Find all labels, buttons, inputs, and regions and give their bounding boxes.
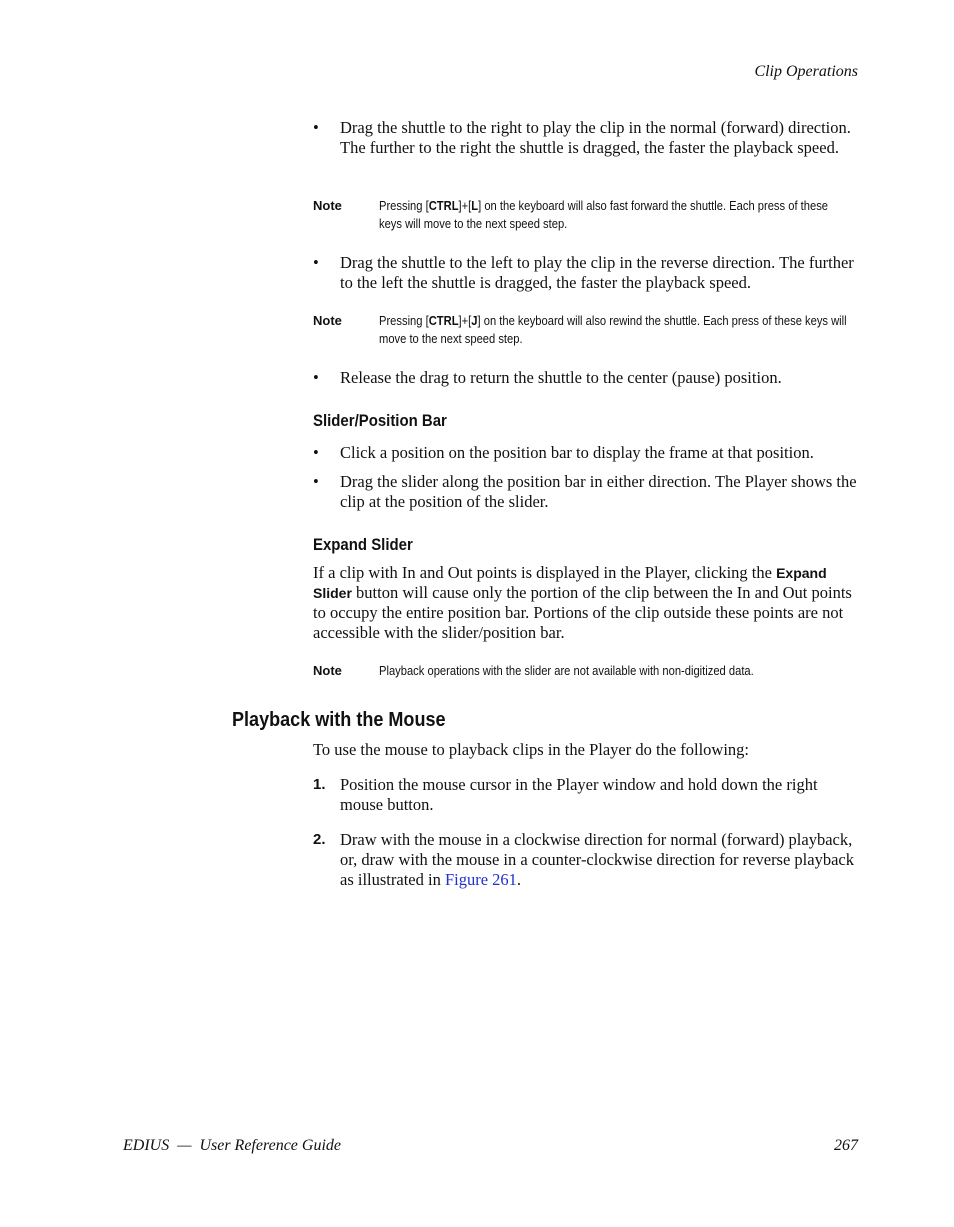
list-item-text: Drag the shuttle to the right to play the clip in the normal (forward) direction. The further to the right the shuttle is dragged, the faster the playback speed. [340,118,851,157]
list-item [313,253,861,293]
step-number: 1. [313,776,326,793]
bullet-glyph: • [313,253,319,272]
step-text-part: . [516,870,522,889]
note-text-part: ] on the keyboard will also fast forward the shuttle. Each press of these keys will move to the next speed step. [379,198,829,231]
list-item-text: Drag the slider along the position bar in either direction. The Player shows the clip at the position of the slider. [340,472,857,511]
note-text-part: Pressing [ [379,198,429,213]
note-text-part: Pressing [ [379,313,429,328]
numbered-step [313,830,861,890]
bullet-glyph: • [313,443,319,462]
key-name: CTRL [428,313,459,328]
note-text [379,312,848,348]
note-text-part: ]+[ [458,198,472,213]
running-header: Clip Operations [754,63,858,80]
button-name: Expand Slider [313,565,827,601]
main-heading: Playback with the Mouse [232,708,446,731]
step-text [340,830,861,890]
note-label: Note [313,663,342,678]
step-text-part: Draw with the mouse in a clockwise direction for normal (forward) playback, or, draw with the mouse in a counter-clockwise direction for reverse playback as illustrated in [340,830,854,889]
numbered-step [313,775,861,815]
list-item-text: Click a position on the position bar to display the frame at that position. [340,443,814,462]
key-name: J [471,313,478,328]
note [313,662,843,680]
paragraph-text: button will cause only the portion of the clip between the In and Out points to occupy the entire position bar. Portions of the clip outside these points are not accessible with the slider/position bar. [313,583,852,642]
section-heading: Slider/Position Bar [313,411,447,430]
page-number: 267 [834,1137,858,1154]
list-item [313,118,861,158]
bullet-glyph: • [313,118,319,137]
note-text: Playback operations with the slider are not available with non-digitized data. [379,663,754,678]
paragraph: To use the mouse to playback clips in the Player do the following: [313,740,750,759]
list-item-text: Release the drag to return the shuttle to the center (pause) position. [340,368,782,387]
note-text-part: ] on the keyboard will also rewind the shuttle. Each press of these keys will move to the next speed step. [379,313,847,346]
note-label: Note [313,313,342,328]
note-text [379,197,848,233]
list-item [313,443,861,463]
footer-title: EDIUS — User Reference Guide [123,1137,342,1154]
paragraph [313,563,861,643]
step-number: 2. [313,831,326,848]
list-item [313,368,861,388]
note [313,312,847,348]
step-text: Position the mouse cursor in the Player window and hold down the right mouse button. [340,775,818,814]
bullet-glyph: • [313,472,319,491]
note [313,197,843,233]
note-label: Note [313,198,342,213]
list-item-text: Drag the shuttle to the left to play the clip in the reverse direction. The further to the left the shuttle is dragged, the faster the playback speed. [340,253,854,292]
paragraph-text: If a clip with In and Out points is displayed in the Player, clicking the [313,563,777,582]
list-item [313,472,861,512]
figure-link[interactable]: Figure 261 [444,870,517,889]
key-name: CTRL [428,198,459,213]
section-heading: Expand Slider [313,535,413,554]
note-text-part: ]+[ [458,313,472,328]
key-name: L [471,198,479,213]
bullet-glyph: • [313,368,319,387]
